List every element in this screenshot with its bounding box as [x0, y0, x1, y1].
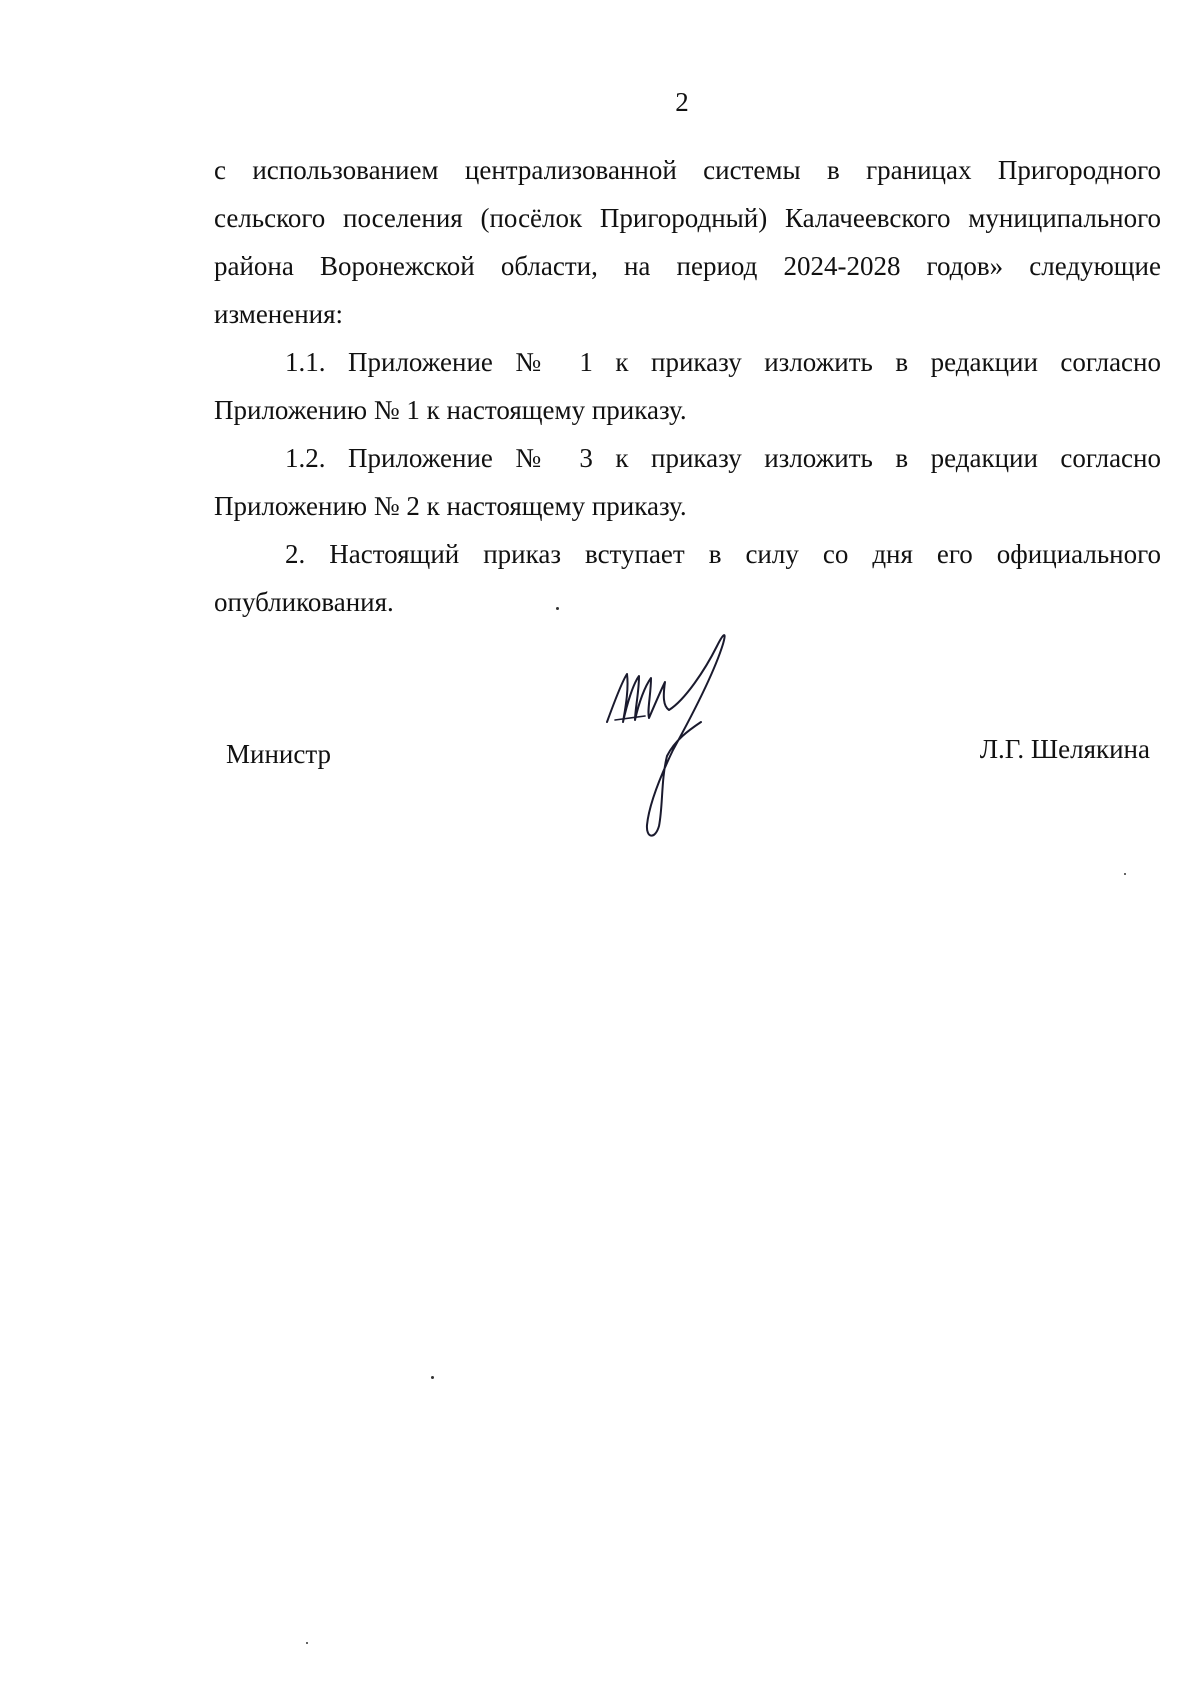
- paragraph-item-1-1: 1.1. Приложение № 1 к приказу изложить в редакции согласно Приложению № 1 к настоящему приказу.: [214, 347, 1161, 425]
- page-number: 2: [675, 87, 689, 117]
- signatory-role: Министр: [226, 739, 331, 769]
- signatory-name: Л.Г. Шелякина: [979, 734, 1150, 764]
- paragraph-intro: с использованием централизованной системы в границах Пригородного сельского поселения (посёлок Пригородный) Калачеевского муниципального района Воронежской области, на период 2024-2028 годов» следующие изменения:: [214, 155, 1161, 329]
- handwritten-signature: [605, 630, 745, 840]
- paragraph-item-1-2: 1.2. Приложение № 3 к приказу изложить в редакции согласно Приложению № 2 к настоящему приказу.: [214, 443, 1161, 521]
- scan-speck: [556, 607, 559, 610]
- scan-speck: [306, 1642, 308, 1644]
- paragraph-item-2: 2. Настоящий приказ вступает в силу со дня его официального опубликования.: [214, 539, 1161, 617]
- scan-speck: [431, 1376, 434, 1379]
- document-body: [214, 146, 1161, 626]
- scan-speck: [1124, 873, 1126, 875]
